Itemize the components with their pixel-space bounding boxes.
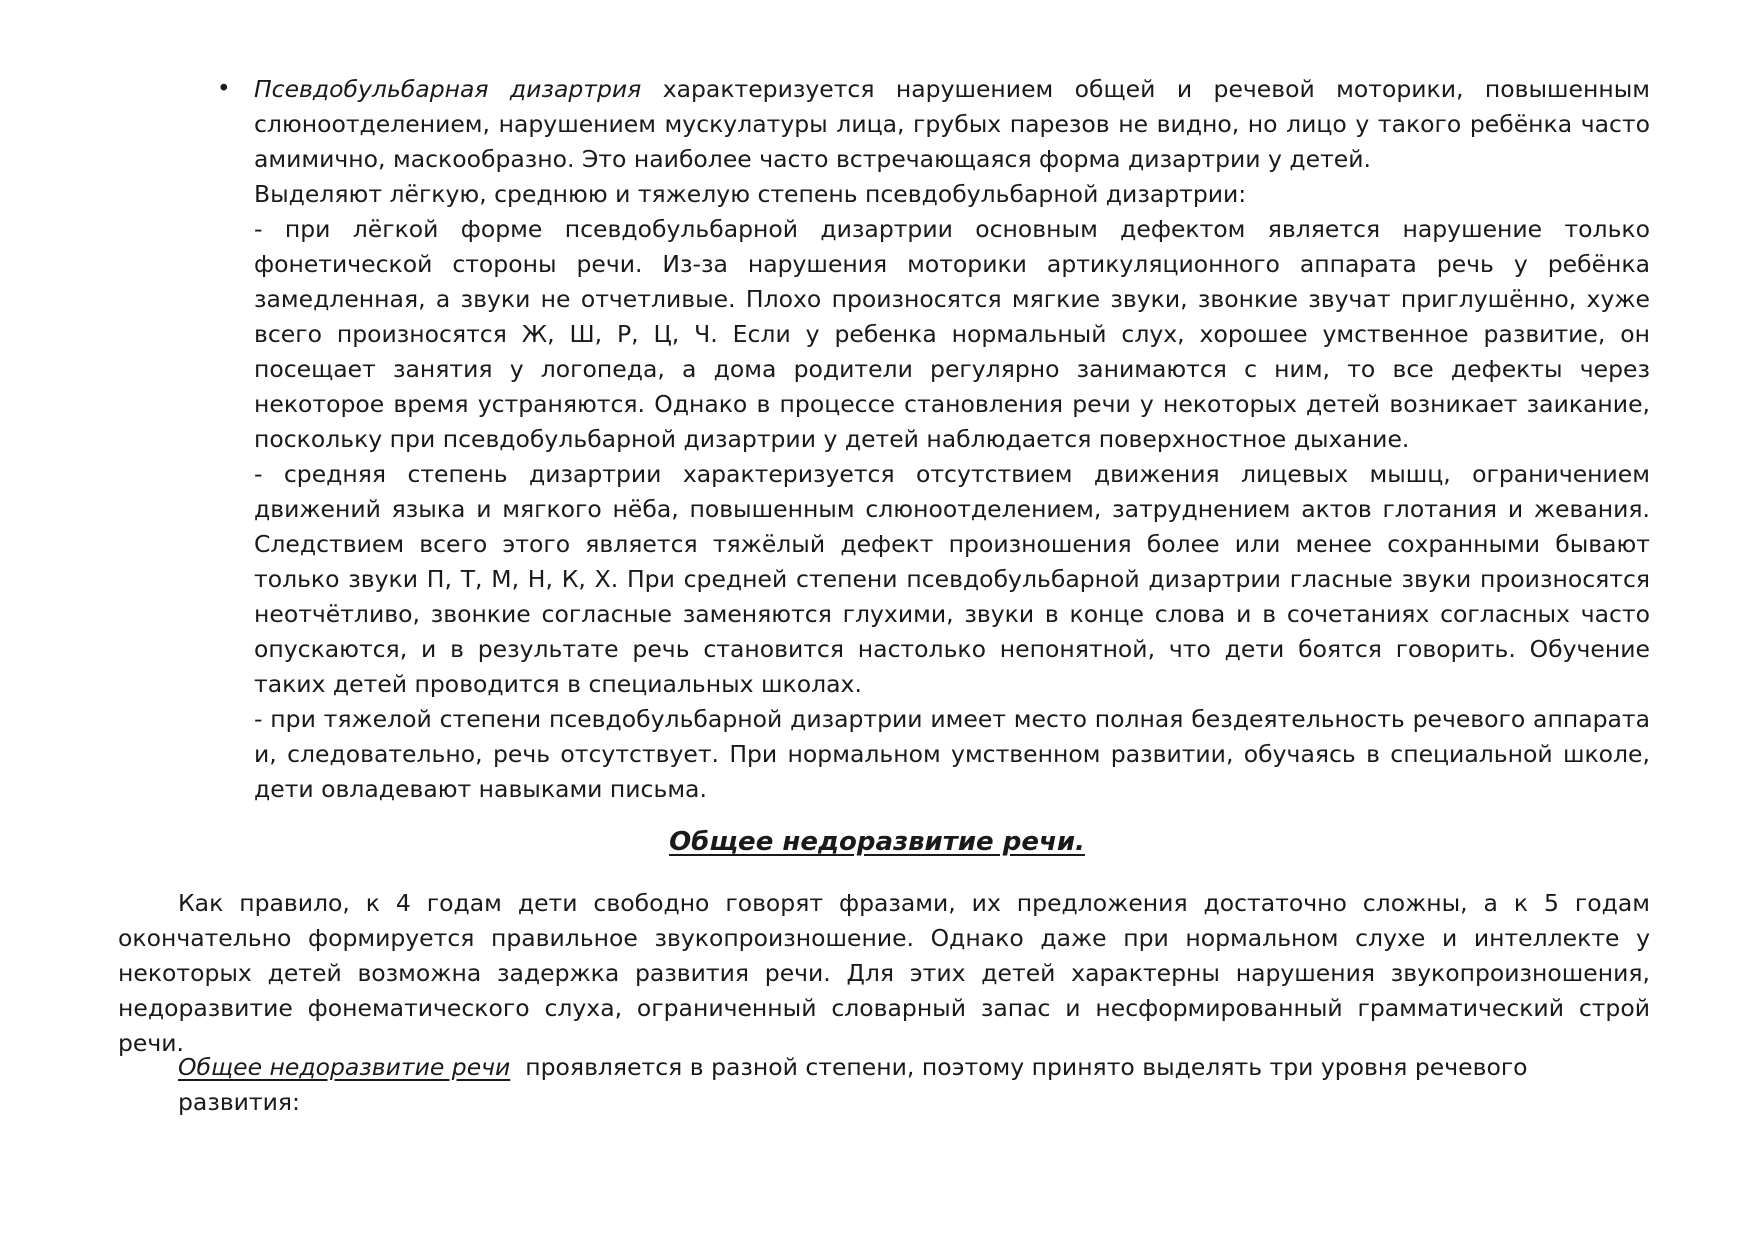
section-paragraph-1: Как правило, к 4 годам дети свободно говорят фразами, их предложения достаточно сложны, а к 5 годам окончательно формируется правильное звукопроизношение. Однако даже при нормальном слухе и интеллекте у некоторых детей возможна задержка развития речи. Для этих детей характерны нарушения звукопроизношения, недоразвитие фонематического слуха, ограниченный словарный запас и несформированный грамматический строй речи. (118, 889, 1650, 1057)
section-title: Общее недоразвитие речи. (669, 827, 1085, 857)
bullet-intro-paragraph (254, 72, 1650, 177)
bullet-item-pseudobulbar (217, 72, 1650, 807)
section-body (118, 886, 1650, 1061)
degree-mild: - при лёгкой форме псевдобульбарной дизартрии основным дефектом является нарушение только фонетической стороны речи. Из-за нарушения моторики артикуляционного аппарата речь у ребёнка замедленная, а звуки не отчетливые. Плохо произносятся мягкие звуки, звонкие звучат приглушённо, хуже всего произносятся Ж, Ш, Р, Ц, Ч. Если у ребенка нормальный слух, хорошее умственное развитие, он посещает занятия у логопеда, а дома родители регулярно занимаются с ним, то все дефекты через некоторое время устраняются. Однако в процессе становления речи у некоторых детей возникает заикание, поскольку при псевдобульбарной дизартрии у детей наблюдается поверхностное дыхание. (254, 215, 1650, 453)
bullet-intro-text: характеризуется нарушением общей и речевой моторики, повышенным слюноотделением, нарушением мускулатуры лица, грубых парезов не видно, но лицо у такого ребёнка часто амимично, маскообразно. Это наиболее часто встречающаяся форма дизартрии у детей. (254, 75, 1650, 173)
degrees-intro: Выделяют лёгкую, среднюю и тяжелую степень псевдобульбарной дизартрии: (254, 180, 1247, 208)
degree-moderate: - средняя степень дизартрии характеризуется отсутствием движения лицевых мышц, ограничением движений языка и мягкого нёба, повышенным слюноотделением, затруднением актов глотания и жевания. Следствием всего этого является тяжёлый дефект произношения более или менее сохранными бывают только звуки П, Т, М, Н, К, Х. При средней степени псевдобульбарной дизартрии гласные звуки произносятся неотчётливо, звонкие согласные заменяются глухими, звуки в конце слова и в сочетаниях согласных часто опускаются, и в результате речь становится настолько непонятной, что дети боятся говорить. Обучение таких детей проводится в специальных школах. (254, 460, 1650, 698)
bullet-dot-icon: • (217, 76, 231, 102)
section-paragraph-2 (178, 1050, 1650, 1120)
term-general-underdevelopment: Общее недоразвитие речи (178, 1053, 511, 1081)
degree-severe: - при тяжелой степени псевдобульбарной дизартрии имеет место полная бездеятельность речевого аппарата и, следовательно, речь отсутствует. При нормальном умственном развитии, обучаясь в специальной школе, дети овладевают навыками письма. (254, 705, 1650, 803)
section-paragraph-2-text: проявляется в разной степени, поэтому принято выделять три уровня речевого развития: (178, 1053, 1536, 1116)
term-pseudobulbar-dysarthria: Псевдобульбарная дизартрия (254, 75, 642, 103)
